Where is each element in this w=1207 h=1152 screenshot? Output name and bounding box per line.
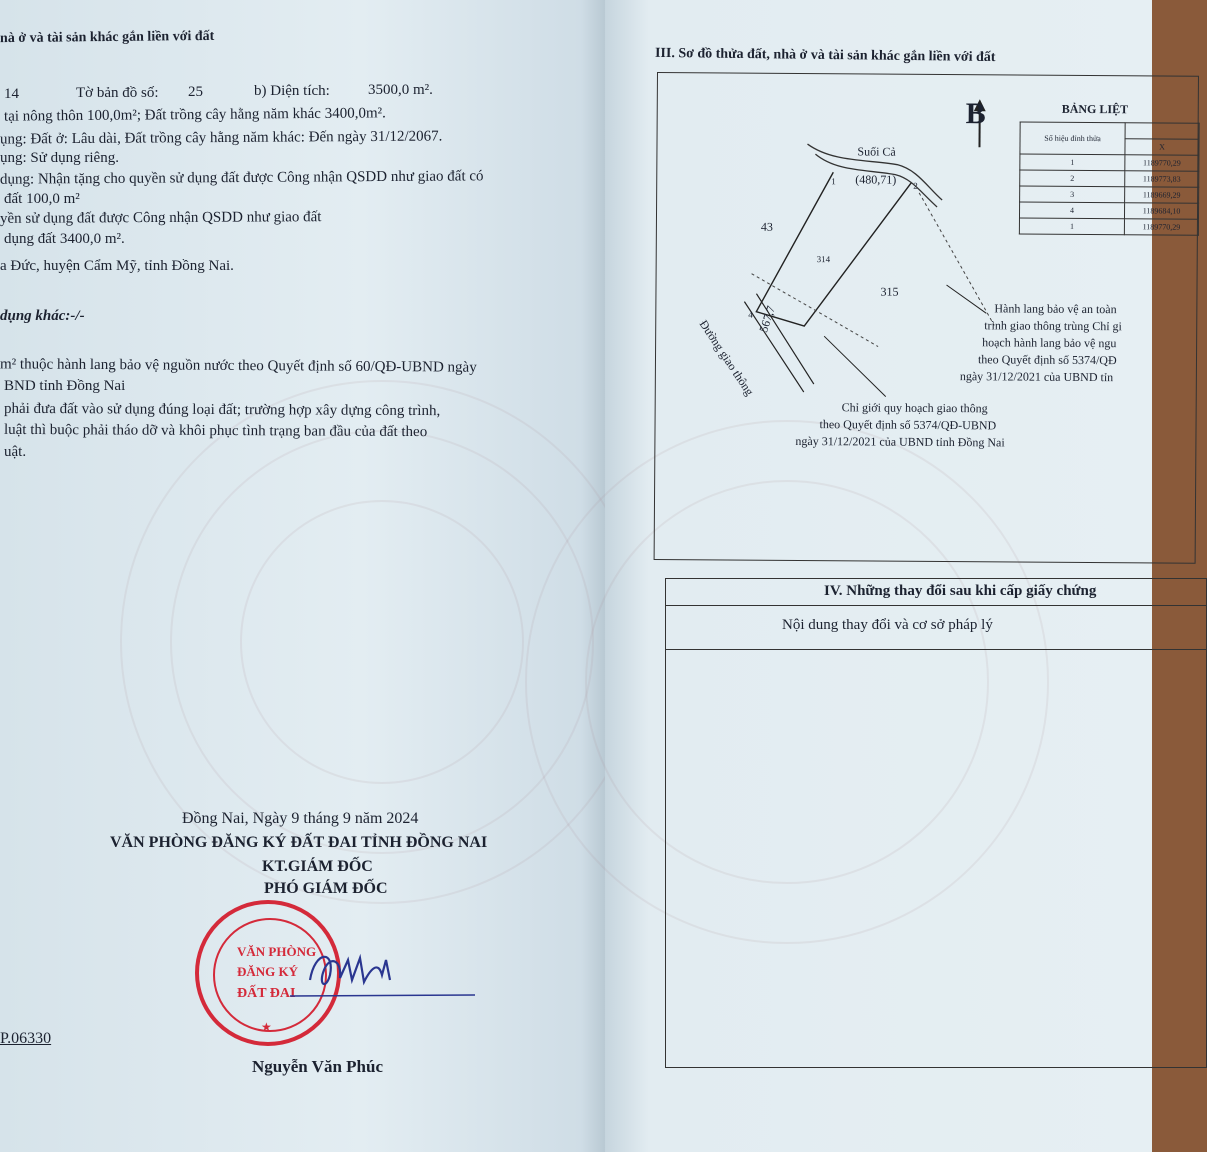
stream-label: Suối Cả (857, 144, 896, 159)
table-row (1020, 186, 1199, 203)
vertex-1: 1 (831, 176, 836, 187)
boundary-note-1: Chỉ giới quy hoạch giao thông (841, 400, 988, 416)
stamp-star-icon: ★ (261, 1020, 272, 1034)
book-number: P.06330 (0, 1030, 52, 1047)
parcel-label-315: 315 (880, 284, 899, 299)
changes-column-header: Nội dung thay đổi và cơ sở pháp lý (782, 617, 993, 633)
stamp-line-1: VĂN PHÒNG (237, 944, 317, 959)
note-line-3: phải đưa đất vào sử dụng đúng loại đất; trường hợp xây dựng công trình, (3, 400, 441, 420)
area-label: b) Diện tích: (254, 83, 330, 99)
table-header-cell (1125, 123, 1199, 140)
corridor-note-4: theo Quyết định số 5374/QĐ (977, 352, 1117, 368)
signer-title-2: PHÓ GIÁM ĐỐC (264, 880, 388, 897)
table-cell: 1189770,29 (1124, 219, 1198, 236)
coord-table-title: BẢNG LIỆT (1061, 101, 1129, 117)
term-line: ụng: Đất ở: Lâu dài, Đất trồng cây hằng năm khác: Đến ngày 31/12/2067. (0, 128, 443, 148)
parcel-label-43: 43 (760, 219, 773, 234)
road-label: Đường giao thông (696, 317, 757, 399)
vertex-2: 2 (913, 180, 918, 191)
note-line-2: BND tỉnh Đồng Nai (4, 378, 126, 394)
issuing-office: VĂN PHÒNG ĐĂNG KÝ ĐẤT ĐAI TỈNH ĐỒNG NAI (110, 834, 488, 851)
table-cell: 1189770,29 (1125, 155, 1199, 172)
origin-line: dụng: Nhận tặng cho quyền sử dụng đất được Công nhận QSDD như giao đất có (0, 168, 484, 188)
table-header-cell: Số hiệu đỉnh thửa (1020, 122, 1125, 155)
land-type-line: tại nông thôn 100,0m²; Đất trồng cây hằng năm khác 3400,0m². (3, 105, 386, 125)
handwritten-signature (290, 930, 480, 1010)
use-form-line: ụng: Sử dụng riêng. (0, 150, 119, 166)
note-line-1: m² thuộc hành lang bảo vệ nguồn nước theo Quyết định số 60/QĐ-UBND ngày (0, 356, 477, 376)
table-cell: 1 (1020, 154, 1125, 171)
table-row (1019, 202, 1198, 219)
watermark-emblem-core (240, 500, 524, 784)
origin-line-3: yền sử dụng đất được Công nhận QSDD như giao đất (0, 209, 322, 227)
table-row (1019, 218, 1198, 235)
section4-title: IV. Những thay đổi sau khi cấp giấy chứng (824, 583, 1097, 599)
parcel-number: 14 (4, 86, 19, 102)
table-row (1020, 154, 1199, 171)
other-use-label: dụng khác:-/- (0, 308, 85, 324)
vertex-4: 4 (748, 309, 753, 320)
table-cell: 1189684,10 (1125, 203, 1199, 220)
map-sheet-label: Tờ bản đồ số: (76, 85, 159, 101)
signer-title-1: KT.GIÁM ĐỐC (262, 858, 373, 875)
note-line-5: uật. (4, 444, 27, 460)
table-cell: 1 (1019, 218, 1124, 235)
right-page (605, 0, 1181, 1152)
north-arrow-icon: B (965, 97, 986, 131)
table-row (1020, 170, 1199, 187)
stamp-line-2: ĐĂNG KÝ (237, 964, 299, 979)
boundary-note-3: ngày 31/12/2021 của UBND tỉnh Đồng Nai (795, 433, 1005, 450)
coord-table (1019, 122, 1200, 236)
signer-name: Nguyễn Văn Phúc (252, 1057, 383, 1076)
boundary-note-2: theo Quyết định số 5374/QĐ-UBND (819, 417, 997, 433)
table-cell: 1189669,29 (1125, 187, 1199, 204)
parcel-diagram-frame (654, 72, 1199, 564)
corridor-note-5: ngày 31/12/2021 của UBND tỉn (959, 369, 1114, 385)
stream-distance: (480,71) (855, 172, 897, 187)
road-distance: 567,7 (756, 304, 779, 335)
table-header-cell: X (1125, 139, 1199, 156)
table-header-row (1020, 122, 1199, 139)
note-line-4: luật thì buộc phải tháo dỡ và khôi phục tình trạng ban đầu của đất theo (3, 421, 428, 441)
table-cell: 1189773,83 (1125, 171, 1199, 188)
table-cell: 4 (1019, 202, 1124, 219)
corridor-note-2: trình giao thông trùng Chỉ gi (984, 318, 1122, 334)
left-header: nà ở và tài sản khác gắn liền với đất (0, 28, 215, 47)
stamp-line-3: ĐẤT ĐAI (237, 986, 296, 1001)
map-sheet-number: 25 (188, 84, 203, 100)
origin-line-2: đất 100,0 m² (4, 191, 80, 207)
parcel-label-314: 314 (816, 254, 831, 265)
section3-title: III. Sơ đồ thửa đất, nhà ở và tài sản khác gắn liền với đất (654, 45, 996, 66)
table-cell: 2 (1020, 170, 1125, 187)
date-line: Đồng Nai, Ngày 9 tháng 9 năm 2024 (182, 810, 419, 827)
area-value: 3500,0 m². (368, 82, 433, 98)
origin-line-4: dụng đất 3400,0 m². (4, 231, 125, 247)
changes-box (665, 578, 1207, 1068)
table-cell: 3 (1020, 186, 1125, 203)
corridor-note-1: Hành lang bảo vệ an toàn (994, 301, 1117, 317)
address-line: a Đức, huyện Cẩm Mỹ, tỉnh Đồng Nai. (0, 258, 234, 274)
corridor-note-3: hoạch hành lang bảo vệ ngu (982, 335, 1117, 351)
